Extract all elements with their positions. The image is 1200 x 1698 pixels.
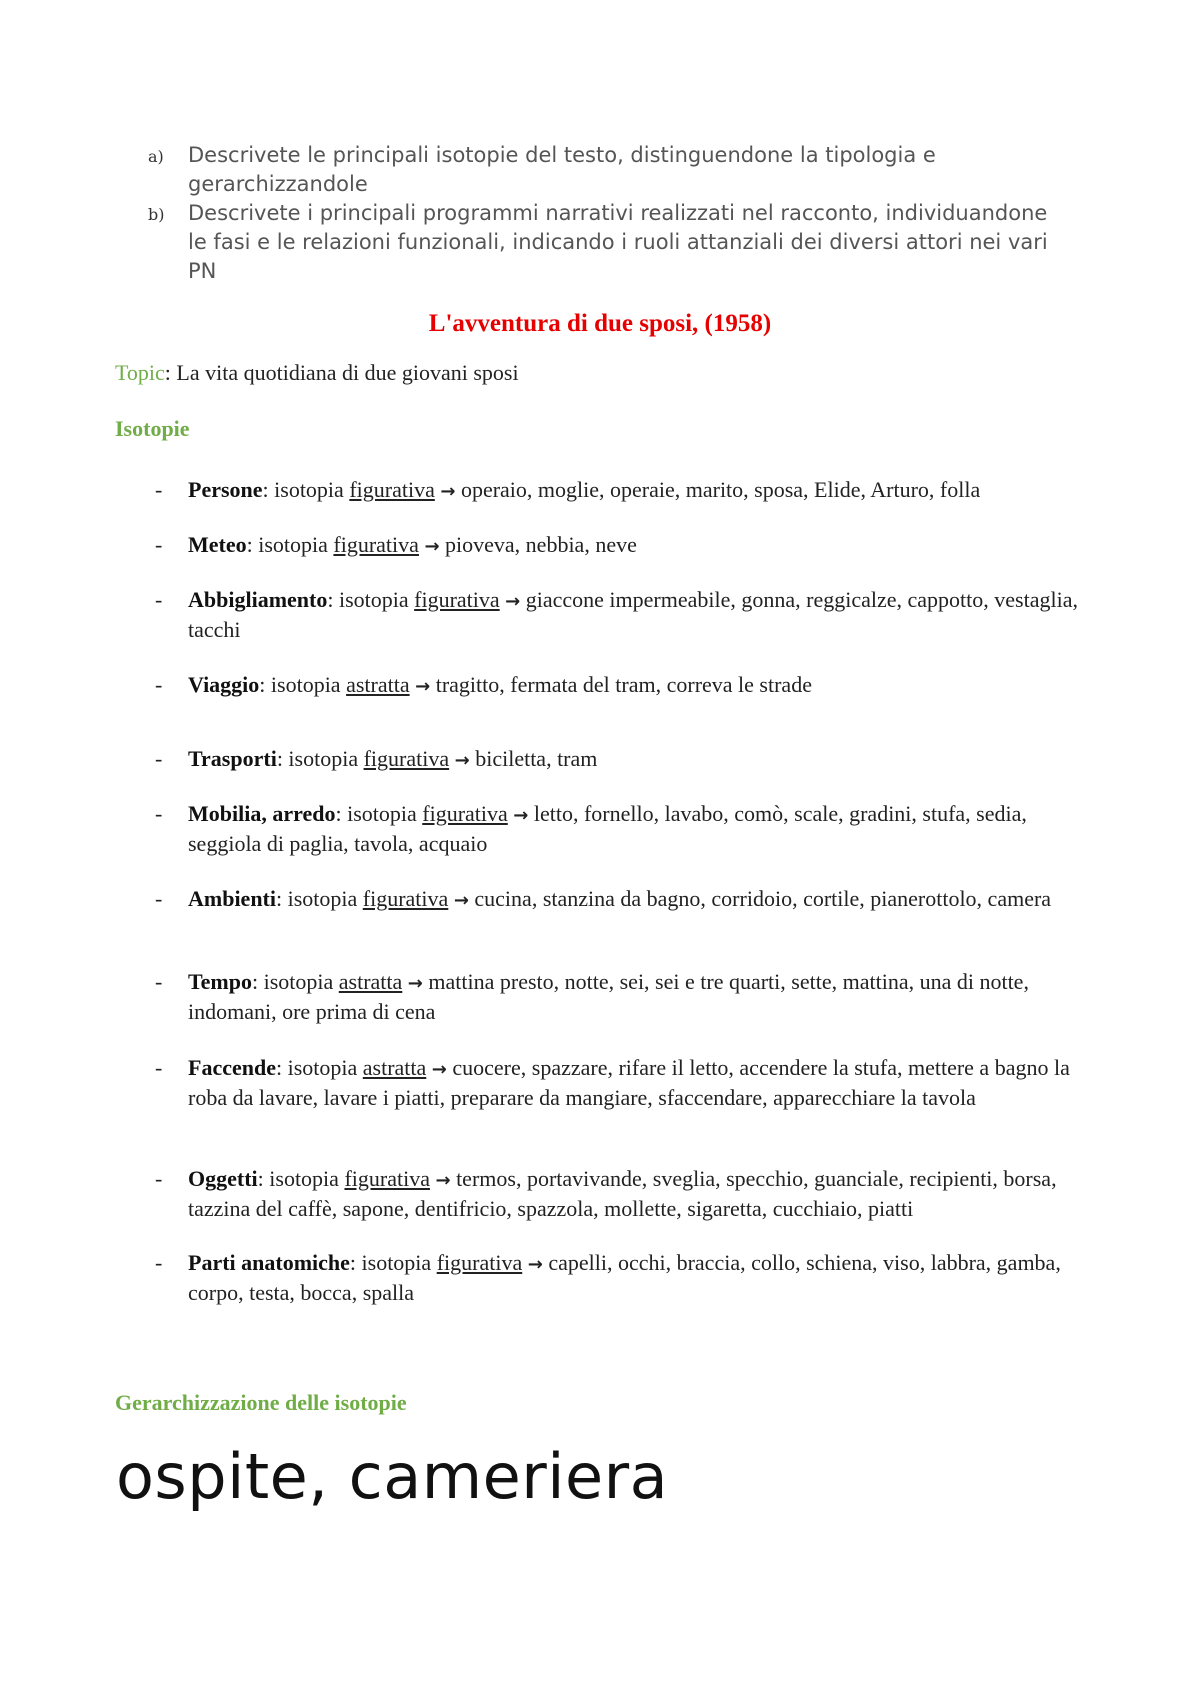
isotopia-item	[155, 1054, 1095, 1112]
isotopia-name: Oggetti	[188, 1166, 258, 1191]
isotopia-items: capelli, occhi, braccia, collo, schiena, viso, labbra, gamba, corpo, testa, bocca, spalla	[188, 1250, 1061, 1305]
isotopia-type: astratta	[346, 672, 410, 697]
arrow-right-icon: →	[424, 536, 440, 557]
isotopia-name: Abbigliamento	[188, 587, 328, 612]
isotopia-type: figurativa	[436, 1250, 523, 1275]
bullet-dash: -	[155, 477, 163, 502]
isotopia-body	[188, 476, 1095, 506]
question-item	[148, 141, 1048, 199]
arrow-right-icon: →	[415, 676, 431, 697]
question-text: Descrivete i principali programmi narrativi realizzati nel racconto, individuandone le fasi e le relazioni funzionali, indicando i ruoli attanziali dei diversi attori nei vari PN	[188, 201, 1048, 283]
isotopia-item	[155, 531, 1095, 561]
isotopia-name: Persone	[188, 477, 263, 502]
bullet-dash: -	[155, 746, 163, 771]
isotopia-items: operaio, moglie, operaie, marito, sposa, Elide, Arturo, folla	[455, 477, 981, 502]
isotopia-prefix: : isotopia	[349, 1250, 437, 1275]
arrow-right-icon: →	[527, 1254, 543, 1275]
bullet-dash: -	[155, 532, 163, 557]
isotopia-name: Parti anatomiche	[188, 1250, 350, 1275]
bullet-dash: -	[155, 801, 163, 826]
isotopia-type: figurativa	[349, 477, 435, 502]
isotopia-items: cuocere, spazzare, rifare il letto, accendere la stufa, mettere a bagno la roba da lavare, lavare i piatti, preparare da mangiare, sfaccendare, apparecchiare la tavola	[188, 1055, 1070, 1110]
isotopia-body	[188, 531, 1095, 561]
isotopia-prefix: : isotopia	[262, 477, 350, 502]
bullet-dash: -	[155, 969, 163, 994]
list-marker: a)	[148, 147, 164, 166]
isotopia-type: figurativa	[414, 587, 500, 612]
large-text: ospite, cameriera	[116, 1440, 669, 1513]
isotopia-item	[155, 885, 1095, 915]
isotopie-heading: Isotopie	[115, 416, 190, 441]
isotopia-type: astratta	[338, 969, 403, 994]
arrow-right-icon: →	[513, 805, 529, 826]
isotopia-name: Trasporti	[188, 746, 277, 771]
arrow-right-icon: →	[407, 973, 423, 994]
isotopia-items: biciletta, tram	[469, 746, 598, 771]
bullet-dash: -	[155, 1166, 163, 1191]
isotopia-prefix: : isotopia	[251, 969, 339, 994]
isotopia-type: figurativa	[422, 801, 508, 826]
isotopia-name: Tempo	[188, 969, 252, 994]
isotopia-name: Meteo	[188, 532, 247, 557]
isotopia-body	[188, 671, 1095, 701]
arrow-right-icon: →	[454, 750, 470, 771]
bullet-dash: -	[155, 1250, 163, 1275]
arrow-right-icon: →	[431, 1059, 447, 1080]
isotopia-items: termos, portavivande, sveglia, specchio, guanciale, recipienti, borsa, tazzina del caffè, sapone, dentifricio, spazzola, mollette, sigaretta, cucchiaio, piatti	[188, 1166, 1057, 1221]
isotopia-name: Mobilia, arredo	[188, 801, 336, 826]
arrow-right-icon: →	[440, 481, 456, 502]
isotopia-items: giaccone impermeabile, gonna, reggicalze, cappotto, vestaglia, tacchi	[188, 587, 1078, 642]
isotopia-prefix: : isotopia	[335, 801, 423, 826]
isotopia-items: cucina, stanzina da bagno, corridoio, cortile, pianerottolo, camera	[468, 886, 1052, 911]
arrow-right-icon: →	[505, 591, 521, 612]
isotopia-type: figurativa	[344, 1166, 430, 1191]
isotopia-prefix: : isotopia	[259, 672, 347, 697]
isotopia-type: figurativa	[363, 746, 450, 771]
isotopia-name: Viaggio	[188, 672, 260, 697]
isotopia-prefix: : isotopia	[276, 886, 363, 911]
isotopia-prefix: : isotopia	[276, 746, 364, 771]
isotopia-body	[188, 800, 1095, 858]
bullet-dash: -	[155, 1055, 163, 1080]
isotopia-item	[155, 745, 1095, 775]
isotopia-body	[188, 968, 1095, 1026]
bullet-dash: -	[155, 672, 163, 697]
isotopia-items: mattina presto, notte, sei, sei e tre quarti, sette, mattina, una di notte, indomani, ore prima di cena	[188, 969, 1029, 1024]
isotopia-item	[155, 1165, 1095, 1223]
isotopia-item	[155, 800, 1095, 858]
isotopia-body	[188, 586, 1095, 644]
arrow-right-icon: →	[435, 1170, 451, 1191]
question-list	[148, 141, 1048, 286]
isotopia-item	[155, 1249, 1095, 1307]
topic-label: Topic	[115, 360, 165, 385]
document-title: L'avventura di due sposi, (1958)	[428, 310, 772, 337]
isotopia-type: figurativa	[362, 886, 449, 911]
topic-separator: :	[164, 360, 171, 385]
isotopia-type: figurativa	[333, 532, 419, 557]
isotopia-body	[188, 1054, 1095, 1112]
bullet-dash: -	[155, 886, 163, 911]
isotopia-prefix: : isotopia	[275, 1055, 363, 1080]
bullet-dash: -	[155, 587, 163, 612]
isotopia-name: Ambienti	[188, 886, 276, 911]
isotopia-item	[155, 671, 1095, 701]
isotopia-item	[155, 476, 1095, 506]
question-text: Descrivete le principali isotopie del testo, distinguendone la tipologia e gerarchizzandole	[188, 143, 936, 196]
isotopia-body	[188, 1249, 1095, 1307]
topic-line	[115, 360, 519, 386]
isotopia-prefix: : isotopia	[246, 532, 334, 557]
gerarchizzazione-heading: Gerarchizzazione delle isotopie	[115, 1390, 407, 1415]
list-marker: b)	[148, 205, 165, 224]
isotopia-name: Faccende	[188, 1055, 276, 1080]
isotopia-items: pioveva, nebbia, neve	[439, 532, 637, 557]
isotopia-prefix: : isotopia	[327, 587, 415, 612]
question-item	[148, 199, 1048, 286]
isotopia-items: letto, fornello, lavabo, comò, scale, gradini, stufa, sedia, seggiola di paglia, tavola, acquaio	[188, 801, 1027, 856]
isotopia-body	[188, 885, 1095, 915]
isotopia-item	[155, 968, 1095, 1026]
isotopia-prefix: : isotopia	[257, 1166, 345, 1191]
isotopia-item	[155, 586, 1095, 644]
topic-text: La vita quotidiana di due giovani sposi	[170, 360, 519, 385]
arrow-right-icon: →	[453, 890, 469, 911]
isotopia-items: tragitto, fermata del tram, correva le strade	[430, 672, 812, 697]
isotopia-body	[188, 1165, 1095, 1223]
isotopia-type: astratta	[362, 1055, 427, 1080]
isotopia-body	[188, 745, 1095, 775]
